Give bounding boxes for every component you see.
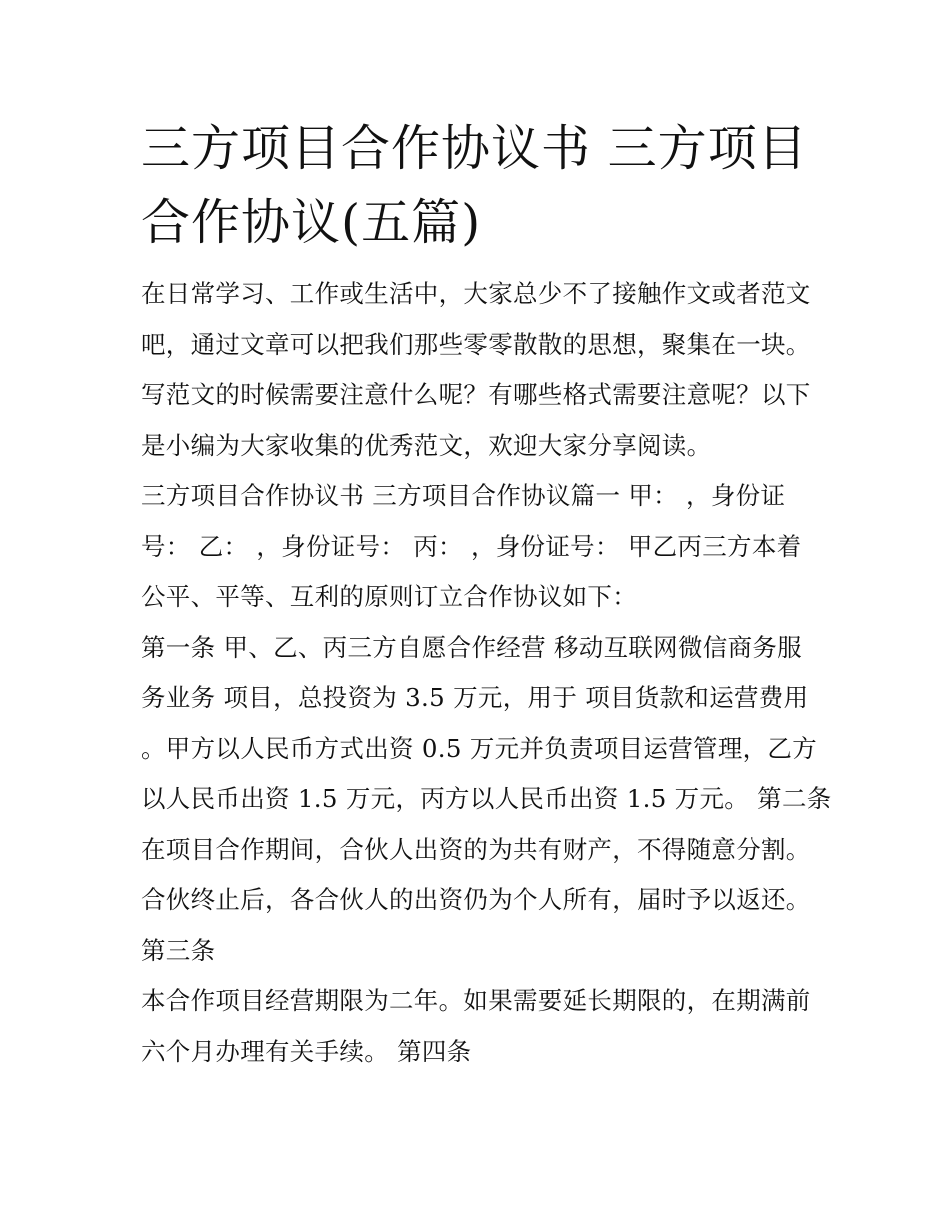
agreement-parties-paragraph: [141, 471, 816, 623]
text-line: 吧，通过文章可以把我们那些零零散散的思想，聚集在一块。: [141, 329, 811, 359]
document-title: [141, 112, 816, 260]
text-line: 六个月办理有关手续。 第四条: [141, 1036, 472, 1066]
text-line: 在日常学习、工作或生活中，大家总少不了接触作文或者范文: [141, 279, 811, 308]
text-line: 是小编为大家收集的优秀范文，欢迎大家分享阅读。: [141, 430, 712, 460]
title-line: 三方项目合作协议书 三方项目: [141, 120, 808, 177]
text-line: 合伙终止后，各合伙人的出资仍为个人所有，届时予以返还。: [141, 885, 811, 914]
title-line: 合作协议(五篇): [141, 194, 482, 251]
text-line: 以人民币出资 1.5 万元，丙方以人民币出资 1.5 万元。 第二条: [141, 784, 832, 813]
term-paragraph: [141, 976, 816, 1077]
text-line: 写范文的时候需要注意什么呢？有哪些格式需要注意呢？以下: [141, 380, 811, 409]
text-line: 在项目合作期间，合伙人出资的为共有财产，不得随意分割。: [141, 834, 811, 864]
document-page: [141, 112, 832, 1077]
text-line: 第三条: [141, 935, 216, 965]
text-line: 号： 乙： ，身份证号： 丙： ，身份证号： 甲乙丙三方本着: [141, 531, 802, 561]
text-line: 务业务 项目，总投资为 3.5 万元，用于 项目货款和运营费用: [141, 683, 809, 712]
text-line: 。甲方以人民币方式出资 0.5 万元并负责项目运营管理，乙方: [141, 733, 818, 763]
text-line: 第一条 甲、乙、丙三方自愿合作经营 移动互联网微信商务服: [141, 632, 802, 662]
articles-paragraph: [141, 623, 832, 977]
text-line: 三方项目合作协议书 三方项目合作协议篇一 甲： ，身份证: [141, 481, 786, 510]
intro-paragraph: [141, 269, 816, 471]
text-line: 公平、平等、互利的原则订立合作协议如下：: [141, 582, 637, 611]
text-line: 本合作项目经营期限为二年。如果需要延长期限的，在期满前: [141, 986, 811, 1015]
